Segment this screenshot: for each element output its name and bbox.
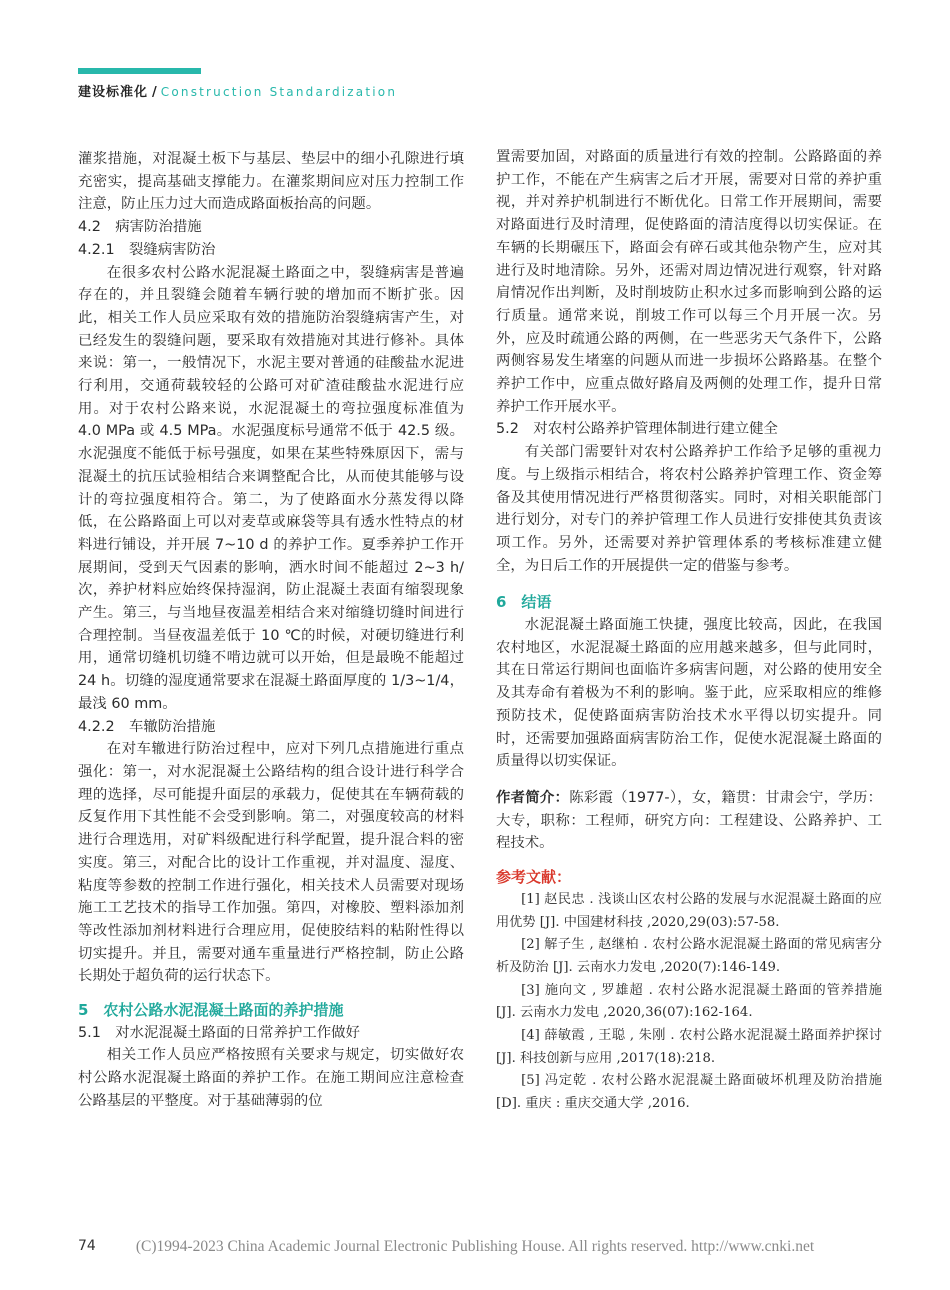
reference-item: [3] 施向文 , 罗雄超 . 农村公路水泥混凝土路面的管养措施 [J]. 云南水力发电 ,2020,36(07):162-164. xyxy=(496,982,882,1021)
heading-5: 5 农村公路水泥混凝土路面的养护措施 xyxy=(78,1001,344,1020)
heading-5-1: 5.1 对水泥混凝土路面的日常养护工作做好 xyxy=(78,1024,360,1041)
paragraph-crack: 在很多农村公路水泥混凝土路面之中，裂缝病害是普遍存在的，并且裂缝会随着车辆行驶的增加而不断扩张。因此，相关工作人员应采取有效的措施防治裂缝病害产生，对已经发生的裂缝问题，要采取有效措施对其进行修补。具体来说：第一，一般情况下，水泥主要对普通的硅酸盐水泥进行利用，交通荷载较轻的公路可对矿渣硅酸盐水泥进行应用。对于农村公路来说，水泥混凝土的弯拉强度标准值为 4.0 MPa 或 4.5 MPa。水泥强度标号通常不低于 42.5 级。水泥强度不能低于标号强度，如果在某些特殊原因下，需与混凝土的抗压试验相结合来调整配合比，从而使其能够与设计的弯拉强度相符合。第二，为了使路面水分蒸发得以降低，在公路路面上可以对麦草或麻袋等具有透水性特点的材料进行铺设，并开展 7~10 d 的养护工作。夏季养护工作开展期间，受到天气因素的影响，洒水时间不能超过 2~3 h/ 次，养护材料应始终保持湿润，防止混凝土表面有缩裂现象产生。第三，与当地昼夜温差相结合来对缩缝切缝时间进行合理控制。当昼夜温差低于 10 ℃的时候，对硬切缝进行利用，通常切缝机切缝不啃边就可以开始，但是最晚不能超过 24 h。切缝的湿度通常要求在混凝土路面厚度的 1/3~1/4，最浅 60 mm。 xyxy=(78,264,464,712)
author-bio xyxy=(496,787,882,855)
paragraph-conclusion: 水泥混凝土路面施工快捷，强度比较高，因此，在我国农村地区，水泥混凝土路面的应用越来越多，但与此同时，其在日常运行期间也面临许多病害问题，对公路的使用安全及其寿命有着极为不利的影响。鉴于此，应采取相应的维修预防技术，促使路面病害防治技术水平得以切实提升。同时，还需要加强路面病害防治工作，促使水泥混凝土路面的质量得以切实保证。 xyxy=(496,617,882,770)
heading-4-2-1: 4.2.1 裂缝病害防治 xyxy=(78,241,216,258)
header-separator: / xyxy=(152,85,157,100)
header-section-en: Construction Standardization xyxy=(160,85,398,99)
reference-item: [5] 冯定乾 . 农村公路水泥混凝土路面破坏机理及防治措施 [D]. 重庆 : 重庆交通大学 ,2016. xyxy=(496,1073,882,1112)
paragraph-5-1: 相关工作人员应严格按照有关要求与规定，切实做好农村公路水泥混凝土路面的养护工作。在施工期间应注意检查公路基层的平整度。对于基础薄弱的位 xyxy=(78,1047,464,1109)
paragraph-rut: 在对车辙进行防治过程中，应对下列几点措施进行重点强化：第一，对水泥混凝土公路结构的组合设计进行科学合理的选择，尽可能提升面层的承载力，促使其在车辆荷载的反复作用下其性能不会受到影响。第二，对强度较高的材料进行合理选用，对矿料级配进行科学配置，提升混合料的密实度。第三，对配合比的设计工作重视，并对温度、湿度、粘度等参数的控制工作进行强化，相关技术人员需要对现场施工工艺技术的指导工作加强。第四，对橡胶、塑料添加剂等改性添加剂材料进行合理应用，促使胶结料的粘附性得以切实提升。并且，需要对通车重量进行严格控制，防止公路长期处于超负荷的运行状态下。 xyxy=(78,741,464,985)
header-accent-bar xyxy=(78,68,201,74)
heading-6: 6 结语 xyxy=(496,593,552,612)
header-section-cn: 建设标准化 xyxy=(78,85,149,100)
author-label: 作者简介： xyxy=(496,789,570,806)
paragraph-intro: 灌浆措施，对混凝土板下与基层、垫层中的细小孔隙进行填充密实，提高基础支撑能力。在灌浆期间应对压力控制工作注意，防止压力过大而造成路面板抬高的问题。 xyxy=(78,151,464,213)
heading-4-2: 4.2 病害防治措施 xyxy=(78,219,202,236)
references-list xyxy=(496,889,882,1116)
paragraph-5-2: 有关部门需要针对农村公路养护工作给予足够的重视力度。与上级指示相结合，将农村公路养护管理工作、资金筹备及其使用情况进行严格贯彻落实。同时，对相关职能部门进行划分，对专门的养护管理工作人员进行安排使其负责该项工作。另外，还需要对养护管理体系的考核标准建立健全，为日后工作的开展提供一定的借鉴与参考。 xyxy=(496,444,882,574)
copyright-footer: (C)1994-2023 China Academic Journal Electronic Publishing House. All rights reserved. http://www.cnki.net xyxy=(135,1238,815,1255)
heading-5-2: 5.2 对农村公路养护管理体制进行建立健全 xyxy=(496,421,778,438)
left-column xyxy=(78,148,464,1113)
page-number: 74 xyxy=(78,1238,96,1254)
references-title: 参考文献： xyxy=(496,868,572,887)
reference-item: [2] 解子生 , 赵继柏 . 农村公路水泥混凝土路面的常见病害分析及防治 [J]. 云南水力发电 ,2020(7):146-149. xyxy=(496,937,882,975)
reference-item: [4] 薛敏霞 , 王聪 , 朱刚 . 农村公路水泥混凝土路面养护探讨 [J]. 科技创新与应用 ,2017(18):218. xyxy=(496,1028,882,1066)
heading-4-2-2: 4.2.2 车辙防治措施 xyxy=(78,718,216,735)
right-column xyxy=(496,146,882,1116)
running-header xyxy=(78,81,397,100)
paragraph-continued: 置需要加固，对路面的质量进行有效的控制。公路路面的养护工作，不能在产生病害之后才开展，需要对日常的养护重视，并对养护机制进行不断优化。日常工作开展期间，需要对路面进行及时清理，促使路面的清洁度得以切实保证。在车辆的长期碾压下，路面会有碎石或其他杂物产生，应对其进行及时地清除。另外，还需对周边情况进行观察，针对路肩情况作出判断，及时削坡防止积水过多而影响到公路的运行质量。通常来说，削坡工作可以每三个月开展一次。另外，应及时疏通公路的两侧，在一些恶劣天气条件下，公路两侧容易发生堵塞的问题从而进一步损坏公路路基。在整个养护工作中，应重点做好路肩及两侧的处理工作，提升日常养护工作开展水平。 xyxy=(496,149,882,415)
reference-item: [1] 赵民忠 . 浅谈山区农村公路的发展与水泥混凝土路面的应用优势 [J]. 中国建材科技 ,2020,29(03):57-58. xyxy=(496,891,882,930)
author-text: 陈彩霞（1977-），女，籍贯：甘肃会宁，学历：大专，职称：工程师，研究方向：工程建设、公路养护、工程技术。 xyxy=(496,789,882,852)
